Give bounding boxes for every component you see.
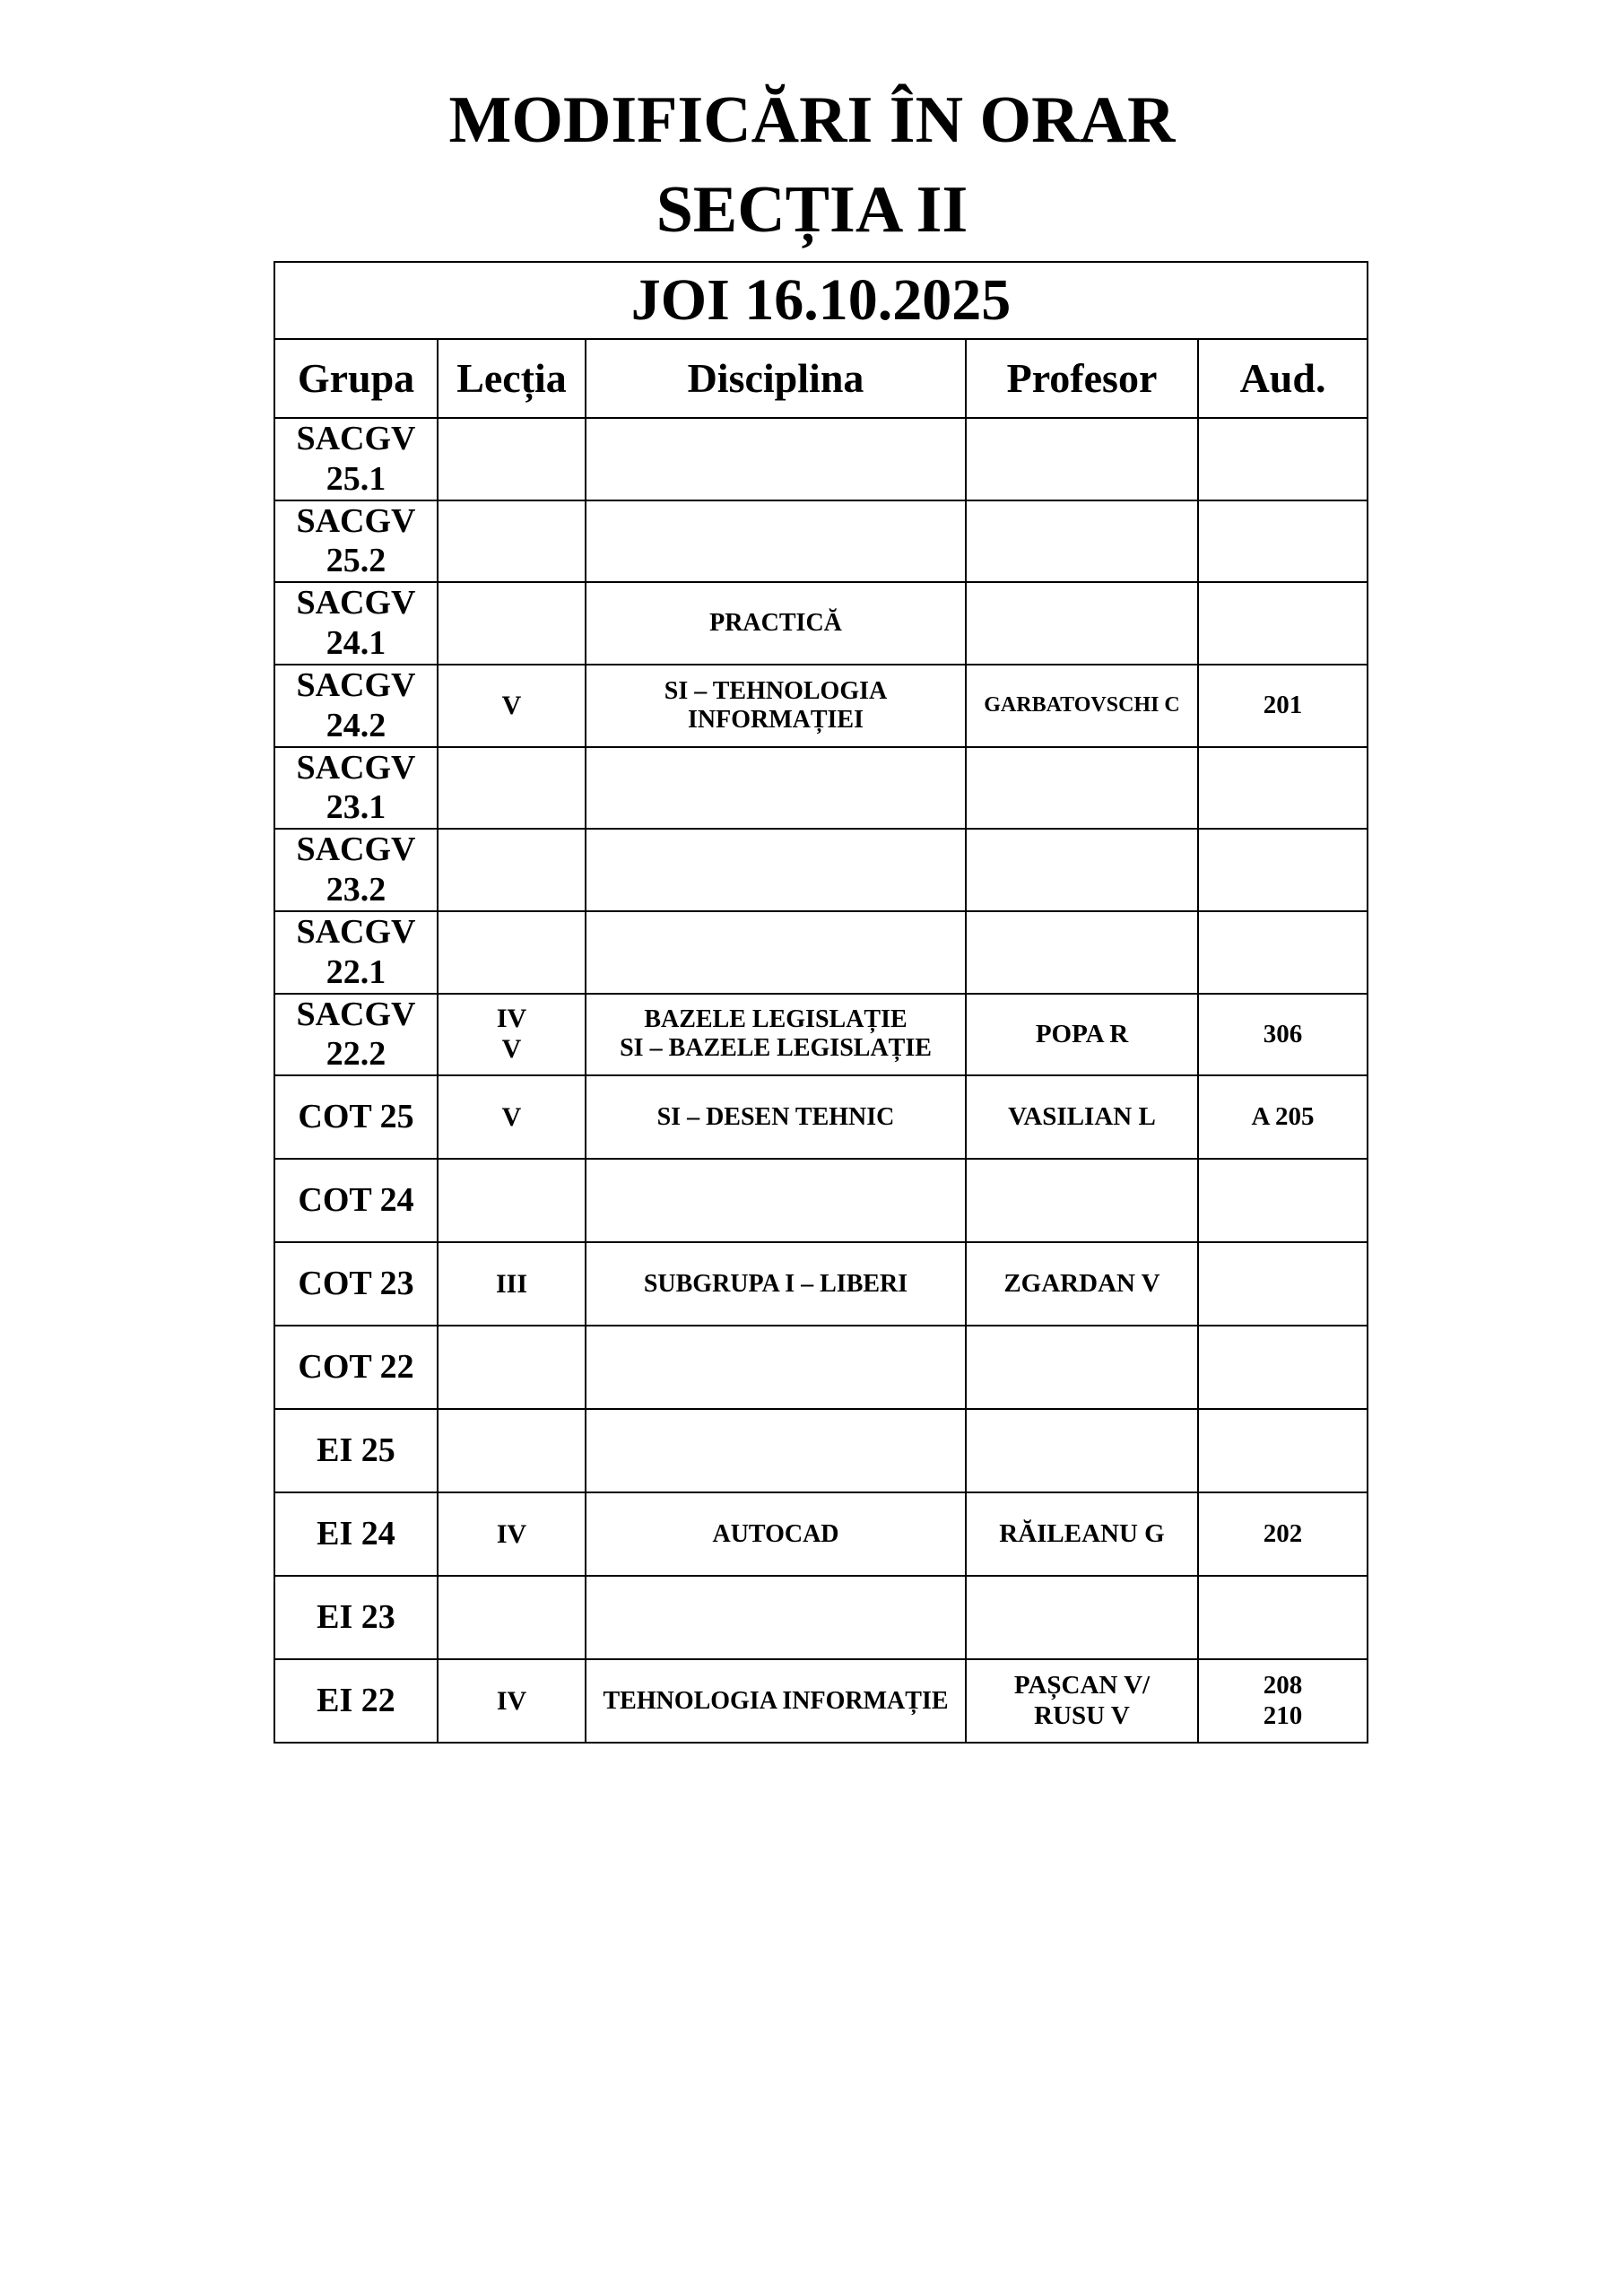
teacher-cell-line: GARBATOVSCHI C [984, 693, 1180, 717]
teacher-cell [966, 1492, 1198, 1576]
discipline-cell-line: SI – DESEN TEHNIC [656, 1102, 895, 1131]
discipline-cell [586, 418, 966, 500]
table-row [274, 418, 1368, 500]
lesson-cell [438, 911, 586, 994]
room-cell [1198, 1242, 1368, 1326]
group-cell-line: 25.1 [326, 459, 386, 498]
group-cell-line: EI 25 [317, 1431, 395, 1470]
lesson-cell [438, 829, 586, 911]
group-cell-line: COT 24 [298, 1181, 414, 1220]
group-cell-line: 24.2 [326, 706, 386, 744]
lesson-cell-line: V [501, 1101, 522, 1132]
room-cell-line: 306 [1263, 1019, 1303, 1048]
room-cell-line: A 205 [1251, 1102, 1315, 1132]
lesson-cell [438, 1492, 586, 1576]
room-cell [1198, 1159, 1368, 1242]
table-row [274, 1075, 1368, 1159]
group-cell [274, 1409, 438, 1492]
discipline-cell [586, 500, 966, 583]
room-cell [1198, 1576, 1368, 1659]
group-cell [274, 1242, 438, 1326]
schedule-table [274, 261, 1368, 1744]
teacher-cell [966, 500, 1198, 583]
room-cell [1198, 1075, 1368, 1159]
discipline-cell [586, 1409, 966, 1492]
group-cell [274, 500, 438, 583]
discipline-cell-line: SI – BAZELE LEGISLAȚIE [620, 1034, 932, 1063]
group-cell-line: COT 25 [298, 1098, 414, 1136]
room-cell [1198, 1409, 1368, 1492]
table-row [274, 747, 1368, 830]
column-header-room: Aud. [1198, 339, 1368, 418]
group-cell [274, 1159, 438, 1242]
group-cell-line: SACGV [296, 995, 416, 1033]
group-cell [274, 1492, 438, 1576]
room-cell [1198, 1659, 1368, 1743]
lesson-cell [438, 665, 586, 747]
discipline-cell [586, 911, 966, 994]
teacher-cell [966, 1576, 1198, 1659]
table-row [274, 1242, 1368, 1326]
room-cell [1198, 582, 1368, 665]
lesson-cell [438, 1409, 586, 1492]
discipline-cell-line: SUBGRUPA I – LIBERI [643, 1269, 908, 1298]
table-row [274, 1659, 1368, 1743]
teacher-cell-line: RUSU V [1034, 1700, 1130, 1730]
lesson-cell-line: IV [496, 1518, 527, 1549]
lesson-cell [438, 994, 586, 1076]
column-header-group: Grupa [274, 339, 438, 418]
group-cell-line: SACGV [296, 665, 416, 704]
discipline-cell-line: PRACTICĂ [709, 609, 842, 638]
teacher-cell [966, 829, 1198, 911]
room-cell [1198, 829, 1368, 911]
group-cell-line: EI 22 [317, 1682, 395, 1720]
room-cell-line: 202 [1263, 1519, 1303, 1549]
group-cell-line: SACGV [296, 831, 416, 869]
group-cell-line: SACGV [296, 501, 416, 540]
lesson-cell [438, 1159, 586, 1242]
group-cell-line: EI 23 [317, 1598, 395, 1637]
group-cell [274, 1576, 438, 1659]
teacher-cell [966, 418, 1198, 500]
teacher-cell [966, 1409, 1198, 1492]
group-cell [274, 582, 438, 665]
teacher-cell-line: RĂILEANU G [999, 1519, 1165, 1549]
room-cell [1198, 911, 1368, 994]
group-cell-line: COT 22 [298, 1348, 414, 1387]
room-cell [1198, 418, 1368, 500]
discipline-cell [586, 829, 966, 911]
teacher-cell [966, 1659, 1198, 1743]
discipline-cell-line: AUTOCAD [712, 1519, 839, 1548]
table-row [274, 911, 1368, 994]
teacher-cell [966, 1242, 1198, 1326]
room-cell [1198, 500, 1368, 583]
discipline-cell [586, 994, 966, 1076]
discipline-cell-line: TEHNOLOGIA INFORMAȚIE [603, 1686, 949, 1715]
group-cell [274, 1659, 438, 1743]
group-cell-line: EI 24 [317, 1515, 395, 1553]
group-cell [274, 1075, 438, 1159]
group-cell-line: SACGV [296, 912, 416, 951]
room-cell-line: 210 [1263, 1700, 1303, 1730]
room-cell-line: 208 [1263, 1671, 1303, 1700]
lesson-cell-line: III [495, 1268, 528, 1299]
teacher-cell-line: VASILIAN L [1008, 1102, 1156, 1132]
day-heading: JOI 16.10.2025 [274, 262, 1368, 339]
discipline-cell [586, 1159, 966, 1242]
group-cell [274, 994, 438, 1076]
column-header-teacher: Profesor [966, 339, 1198, 418]
table-row [274, 500, 1368, 583]
page-subtitle: SECȚIA II [656, 173, 968, 247]
lesson-cell-line: IV [496, 1003, 527, 1033]
group-cell [274, 418, 438, 500]
teacher-cell [966, 994, 1198, 1076]
discipline-cell-line: SI – TEHNOLOGIA [664, 676, 888, 705]
discipline-cell-line: INFORMAȚIEI [687, 705, 864, 734]
table-row [274, 994, 1368, 1076]
group-cell [274, 829, 438, 911]
table-row [274, 1409, 1368, 1492]
discipline-cell [586, 1576, 966, 1659]
group-cell-line: 25.2 [326, 542, 386, 580]
discipline-cell [586, 747, 966, 830]
group-cell [274, 1326, 438, 1409]
group-cell-line: SACGV [296, 748, 416, 787]
group-cell [274, 911, 438, 994]
discipline-cell-line: BAZELE LEGISLAȚIE [644, 1005, 908, 1034]
teacher-cell [966, 665, 1198, 747]
lesson-cell-line: IV [496, 1685, 527, 1716]
group-cell [274, 665, 438, 747]
lesson-cell [438, 1075, 586, 1159]
discipline-cell [586, 1075, 966, 1159]
column-header-discipline: Disciplina [586, 339, 966, 418]
table-row [274, 582, 1368, 665]
teacher-cell-line: ZGARDAN V [1003, 1269, 1160, 1299]
lesson-cell [438, 582, 586, 665]
group-cell-line: 22.1 [326, 952, 386, 991]
table-row [274, 665, 1368, 747]
group-cell-line: 24.1 [326, 624, 386, 663]
room-cell-line: 201 [1263, 691, 1303, 720]
group-cell-line: 23.2 [326, 871, 386, 909]
group-cell [274, 747, 438, 830]
teacher-cell [966, 582, 1198, 665]
lesson-cell [438, 1242, 586, 1326]
teacher-cell-line: POPA R [1035, 1019, 1129, 1048]
day-row [274, 262, 1368, 339]
group-cell-line: 22.2 [326, 1035, 386, 1074]
discipline-cell [586, 582, 966, 665]
discipline-cell [586, 1659, 966, 1743]
group-cell-line: SACGV [296, 420, 416, 457]
group-cell-line: 23.1 [326, 788, 386, 827]
table-row [274, 1492, 1368, 1576]
teacher-cell [966, 911, 1198, 994]
room-cell [1198, 1326, 1368, 1409]
discipline-cell [586, 1492, 966, 1576]
room-cell [1198, 665, 1368, 747]
teacher-cell [966, 1075, 1198, 1159]
lesson-cell-line: V [501, 690, 522, 720]
table-row [274, 829, 1368, 911]
lesson-cell [438, 1659, 586, 1743]
lesson-cell [438, 1326, 586, 1409]
table-row [274, 1159, 1368, 1242]
column-header-lesson: Lecția [438, 339, 586, 418]
group-cell-line: SACGV [296, 584, 416, 622]
discipline-cell [586, 1326, 966, 1409]
table-row [274, 1326, 1368, 1409]
page-title: MODIFICĂRI ÎN ORAR [448, 83, 1176, 157]
lesson-cell-line: V [501, 1034, 522, 1065]
room-cell [1198, 994, 1368, 1076]
teacher-cell-line: PAȘCAN V/ [1013, 1671, 1151, 1700]
room-cell [1198, 1492, 1368, 1576]
lesson-cell [438, 1576, 586, 1659]
lesson-cell [438, 500, 586, 583]
discipline-cell [586, 665, 966, 747]
table-row [274, 1576, 1368, 1659]
teacher-cell [966, 747, 1198, 830]
teacher-cell [966, 1159, 1198, 1242]
column-header-row [274, 339, 1368, 418]
room-cell [1198, 747, 1368, 830]
discipline-cell [586, 1242, 966, 1326]
teacher-cell [966, 1326, 1198, 1409]
lesson-cell [438, 418, 586, 500]
group-cell-line: COT 23 [298, 1265, 414, 1303]
lesson-cell [438, 747, 586, 830]
